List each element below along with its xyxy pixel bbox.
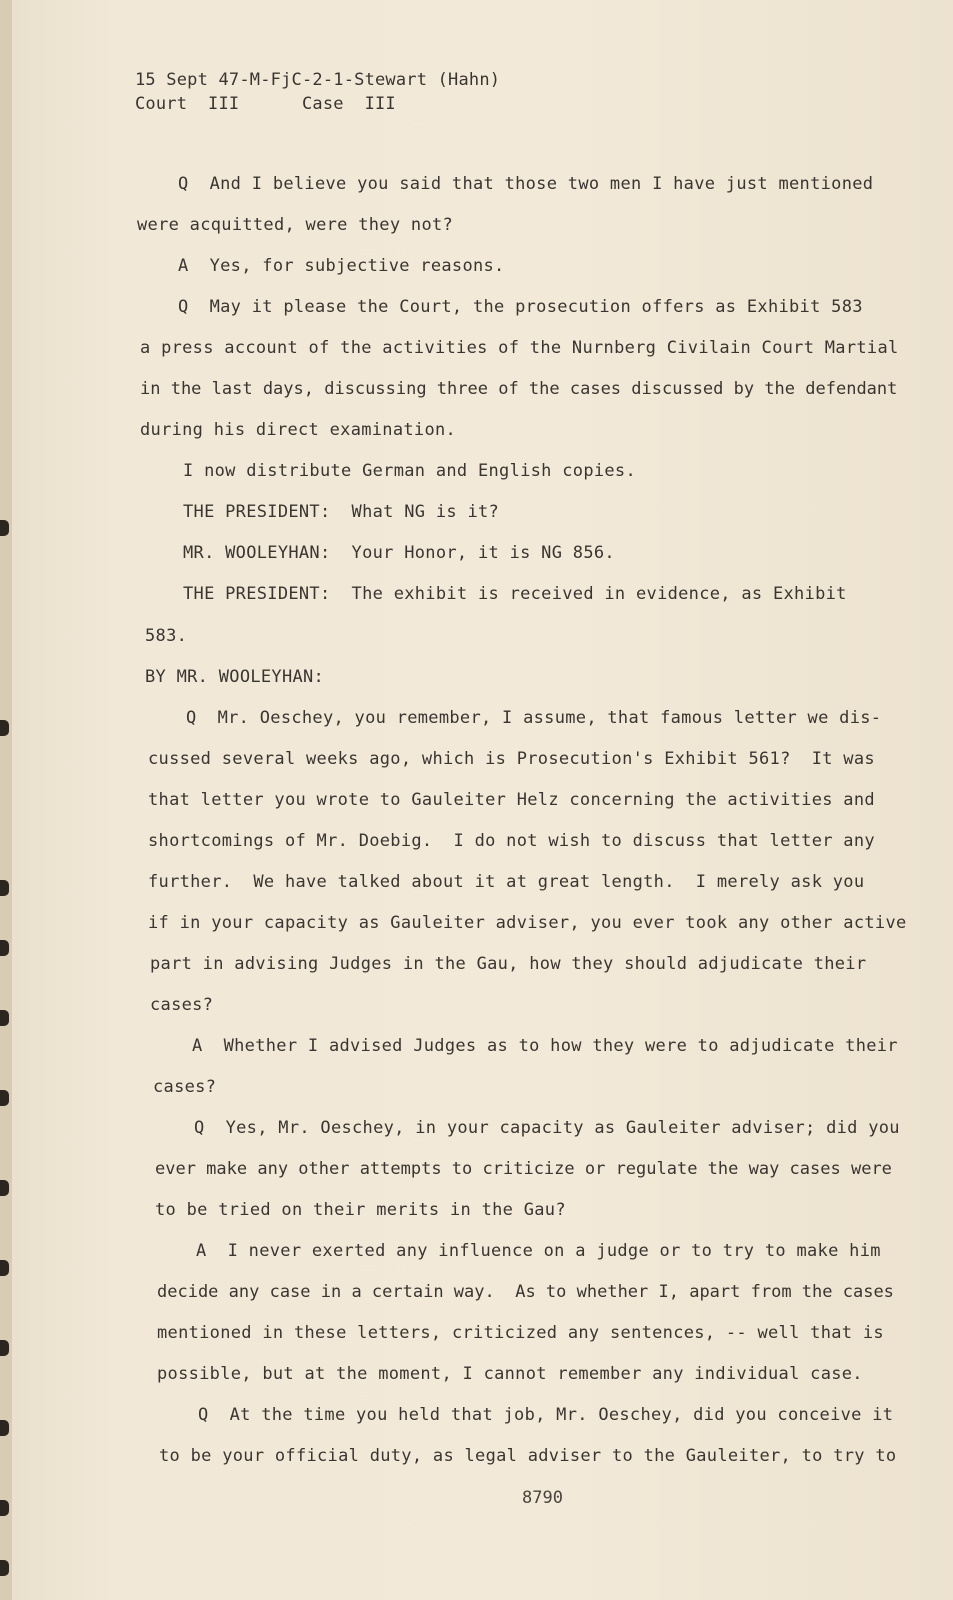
transcript-line: cases? <box>150 995 214 1015</box>
transcript-line: possible, but at the moment, I cannot remember any individual case. <box>157 1364 863 1384</box>
transcript-line: Q May it please the Court, the prosecution offers as Exhibit 583 <box>178 297 863 317</box>
transcript-line: part in advising Judges in the Gau, how they should adjudicate their <box>150 954 867 974</box>
transcript-line: I now distribute German and English copies. <box>183 461 636 481</box>
transcript-line: A Whether I advised Judges as to how they were to adjudicate their <box>192 1036 898 1056</box>
header-line-1: 15 Sept 47-M-FjC-2-1-Stewart (Hahn) <box>135 70 501 90</box>
transcript-line: Q And I believe you said that those two men I have just mentioned <box>178 174 874 194</box>
transcript-line: during his direct examination. <box>140 420 457 440</box>
transcript-line: decide any case in a certain way. As to whether I, apart from the cases <box>157 1282 894 1302</box>
transcript-line: ever make any other attempts to criticize or regulate the way cases were <box>155 1159 892 1179</box>
transcript-line: THE PRESIDENT: What NG is it? <box>183 502 500 522</box>
transcript-line: shortcomings of Mr. Doebig. I do not wish to discuss that letter any <box>148 831 875 851</box>
transcript-line: THE PRESIDENT: The exhibit is received in evidence, as Exhibit <box>183 584 847 604</box>
transcript-line: Q Mr. Oeschey, you remember, I assume, that famous letter we dis- <box>186 708 882 728</box>
transcript-line: cases? <box>153 1077 217 1097</box>
transcript-line: in the last days, discussing three of the cases discussed by the defendant <box>140 379 898 399</box>
transcript-line: a press account of the activities of the Nurnberg Civilain Court Martial <box>140 338 899 358</box>
transcript-line: 583. <box>145 626 188 646</box>
transcript-line: Q Yes, Mr. Oeschey, in your capacity as Gauleiter adviser; did you <box>194 1118 900 1138</box>
transcript-line: if in your capacity as Gauleiter adviser, you ever took any other active <box>148 913 907 933</box>
header-line-2: Court III Case III <box>135 94 396 114</box>
transcript-line: were acquitted, were they not? <box>137 215 454 235</box>
transcript-line: MR. WOOLEYHAN: Your Honor, it is NG 856. <box>183 543 615 563</box>
transcript-line: to be tried on their merits in the Gau? <box>155 1200 566 1220</box>
transcript-line: Q At the time you held that job, Mr. Oeschey, did you conceive it <box>198 1405 894 1425</box>
transcript-line: BY MR. WOOLEYHAN: <box>145 667 325 687</box>
transcript-line: cussed several weeks ago, which is Prosecution's Exhibit 561? It was <box>148 749 875 769</box>
transcript-line: mentioned in these letters, criticized any sentences, -- well that is <box>157 1323 884 1343</box>
transcript-line: further. We have talked about it at great length. I merely ask you <box>148 872 865 892</box>
transcript-line: A I never exerted any influence on a judge or to try to make him <box>196 1241 881 1261</box>
transcript-line: that letter you wrote to Gauleiter Helz concerning the activities and <box>148 790 875 810</box>
page-number: 8790 <box>522 1488 563 1508</box>
transcript-line: A Yes, for subjective reasons. <box>178 256 505 276</box>
transcript-line: to be your official duty, as legal adviser to the Gauleiter, to try to <box>159 1446 897 1466</box>
